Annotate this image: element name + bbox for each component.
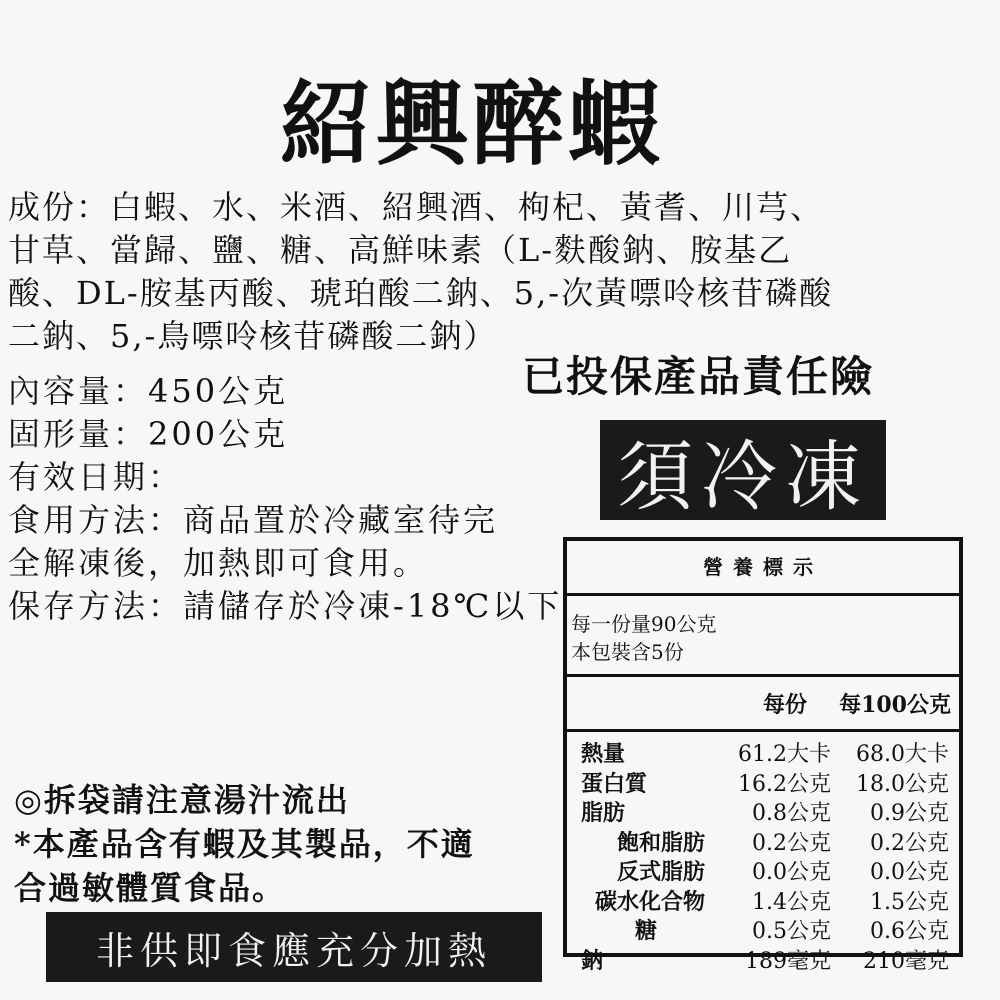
nutrient-name: 反式脂肪 xyxy=(617,859,706,885)
nutrition-row xyxy=(581,947,953,977)
nutrient-per-serving: 0.2公克 xyxy=(752,830,831,856)
nutrient-name: 蛋白質 xyxy=(581,770,648,797)
col-per-serving: 每份 xyxy=(763,691,808,718)
nutrient-name: 鈉 xyxy=(581,947,604,974)
nutrient-per-serving: 16.2公克 xyxy=(738,771,831,797)
nutrient-per-100g: 1.5公克 xyxy=(870,889,949,915)
nutrient-per-100g: 0.2公克 xyxy=(870,830,949,856)
col-per-100g: 每100公克 xyxy=(839,691,951,718)
usage-instructions-cont: 全解凍後，加熱即可食用。 xyxy=(8,544,429,582)
product-title: 紹興醉蝦 xyxy=(280,70,665,178)
nutrient-name: 脂肪 xyxy=(581,800,626,826)
nutrition-row xyxy=(581,917,953,947)
nutrition-row xyxy=(581,770,953,800)
product-info xyxy=(8,370,568,628)
ingredients-line: 二鈉、5,-鳥嘌呤核苷磷酸二鈉） xyxy=(8,317,498,355)
serving-size: 每一份量90公克 xyxy=(571,612,717,636)
insurance-notice: 已投保產品責任險 xyxy=(522,352,875,401)
nutrient-name: 糖 xyxy=(635,918,658,944)
nutrient-per-100g: 68.0大卡 xyxy=(856,742,949,767)
ingredients-line: 甘草、當歸、鹽、糖、高鮮味素（L-麩酸鈉、胺基乙 xyxy=(8,231,793,269)
nutrition-row xyxy=(581,888,953,918)
storage-method: 保存方法：請儲存於冷凍-18℃以下 xyxy=(8,587,563,625)
nutrition-row xyxy=(581,799,953,829)
net-weight: 內容量：450公克 xyxy=(8,372,289,410)
servings-per-pack: 本包裝含5份 xyxy=(571,640,684,664)
nutrient-per-100g: 0.6公克 xyxy=(870,919,949,944)
heat-notice-badge xyxy=(46,912,542,982)
nutrient-per-serving: 0.8公克 xyxy=(752,801,831,826)
expiry-date: 有效日期： xyxy=(8,458,184,496)
nutrition-facts-table xyxy=(563,537,963,974)
nutrition-column-header xyxy=(567,677,959,732)
nutrient-name: 碳水化合物 xyxy=(595,888,706,915)
usage-instructions: 食用方法：商品置於冷藏室待完 xyxy=(8,501,499,539)
warning-line: ◎拆袋請注意湯汁流出 xyxy=(14,781,350,819)
frozen-badge xyxy=(600,420,886,520)
nutrition-row xyxy=(581,829,953,859)
nutrient-per-100g: 0.9公克 xyxy=(870,801,949,826)
nutrient-per-serving: 0.5公克 xyxy=(752,919,831,944)
nutrient-per-serving: 0.0公克 xyxy=(752,860,831,885)
nutrition-rows xyxy=(567,732,959,976)
nutrient-per-serving: 61.2大卡 xyxy=(738,742,831,767)
solid-weight: 固形量：200公克 xyxy=(8,415,289,453)
nutrition-title: 營養標示 xyxy=(567,541,959,596)
ingredients-line: 酸、DL-胺基丙酸、琥珀酸二鈉、5,-次黃嘌呤核苷磷酸 xyxy=(8,274,834,312)
frozen-text: 須冷凍 xyxy=(617,431,869,521)
serving-info xyxy=(567,596,959,677)
warning-line: *本產品含有蝦及其製品，不適 xyxy=(14,825,475,863)
nutrient-per-serving: 1.4公克 xyxy=(752,889,831,915)
nutrient-per-100g: 18.0公克 xyxy=(856,771,949,797)
nutrient-name: 飽和脂肪 xyxy=(617,829,706,856)
nutrition-row xyxy=(581,740,953,770)
nutrition-row xyxy=(581,858,953,888)
heat-notice-text: 非供即食應充分加熱 xyxy=(95,928,492,973)
ingredients-list xyxy=(8,186,968,358)
allergy-warning xyxy=(14,778,574,910)
nutrient-per-serving: 189毫克 xyxy=(745,948,831,974)
nutrient-name: 熱量 xyxy=(581,741,626,767)
nutrient-per-100g: 210毫克 xyxy=(863,948,949,974)
nutrient-per-100g: 0.0公克 xyxy=(870,860,949,885)
warning-line: 合過敏體質食品。 xyxy=(14,869,287,907)
ingredients-line: 成份：白蝦、水、米酒、紹興酒、枸杞、黃耆、川芎、 xyxy=(8,188,825,226)
